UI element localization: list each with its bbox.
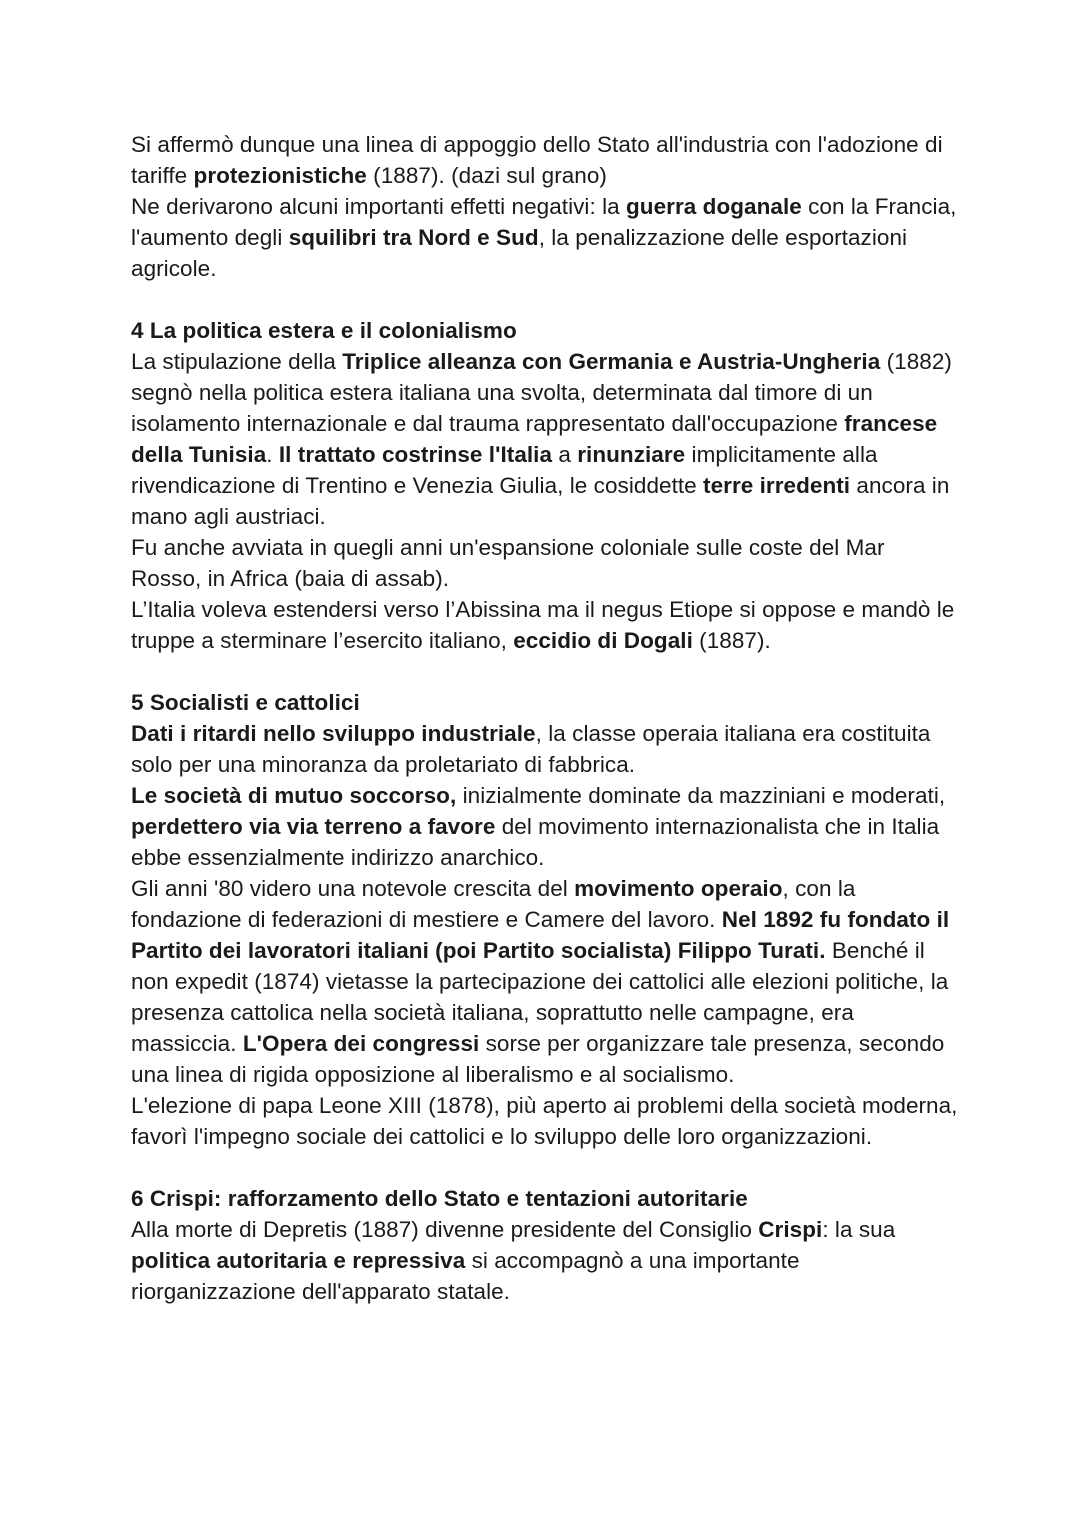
- bold-text: Dati i ritardi nello sviluppo industriale: [131, 721, 536, 746]
- text-run: a: [552, 442, 578, 467]
- bold-text: Triplice alleanza con Germania e Austria-Ungheria: [342, 349, 881, 374]
- section-heading: 6 Crispi: rafforzamento dello Stato e tentazioni autoritarie: [131, 1186, 748, 1211]
- text-run: inizialmente dominate da mazziniani e moderati,: [456, 783, 946, 808]
- paragraph: [131, 532, 961, 594]
- text-run: del movimento internazionalista che in Italia ebbe essenzialmente indirizzo anarchico.: [131, 814, 940, 870]
- bold-text: terre irredenti: [703, 473, 851, 498]
- intro-section: [131, 129, 961, 284]
- text-run: (1887).: [692, 628, 771, 653]
- bold-text: movimento operaio: [574, 876, 783, 901]
- paragraph: [131, 594, 961, 656]
- bold-text: Crispi: [758, 1217, 823, 1242]
- text-run: (1882) segnò nella politica estera italiana una svolta, determinata dal timore di un isolamento internazionale e dal trauma rappresentato dall'occupazione: [131, 349, 952, 436]
- bold-text: rinunziare: [577, 442, 686, 467]
- paragraph: [131, 1214, 961, 1307]
- bold-text: L'Opera dei congressi: [242, 1031, 480, 1056]
- text-run: implicitamente alla rivendicazione di Trentino e Venezia Giulia, le cosiddette: [131, 442, 878, 498]
- text-run: , la classe operaia italiana era costituita solo per una minoranza da proletariato di fabbrica.: [131, 721, 931, 777]
- paragraph: [131, 873, 961, 1090]
- paragraph: [131, 718, 961, 780]
- bold-text: guerra doganale: [626, 194, 802, 219]
- text-run: si accompagnò a una importante riorganizzazione dell'apparato statale.: [131, 1248, 800, 1304]
- paragraph: [131, 1090, 961, 1152]
- text-run: , con la fondazione di federazioni di mestiere e Camere del lavoro.: [131, 876, 856, 932]
- text-run: con la Francia, l'aumento degli: [131, 194, 957, 250]
- bold-text: eccidio di Dogali: [513, 628, 693, 653]
- bold-text: politica autoritaria e repressiva: [131, 1248, 466, 1273]
- text-run: (1887). (dazi sul grano): [366, 163, 607, 188]
- bold-text: Nel 1892 fu fondato il Partito dei lavoratori italiani (poi Partito socialista) Filippo Turati.: [131, 907, 950, 963]
- text-run: Benché il non expedit (1874) vietasse la partecipazione dei cattolici alle elezioni politiche, la presenza cattolica nella società italiana, soprattutto nelle campagne, era massiccia.: [131, 938, 949, 1056]
- text-run: ancora in mano agli austriaci.: [131, 473, 950, 529]
- text-run: Fu anche avviata in quegli anni un'espansione coloniale sulle coste del Mar Rosso, in Africa (baia di assab).: [131, 535, 885, 591]
- bold-text: francese della Tunisia: [131, 411, 938, 467]
- bold-text: squilibri tra Nord e Sud: [288, 225, 539, 250]
- text-run: La stipulazione della: [131, 349, 343, 374]
- text-run: .: [266, 442, 279, 467]
- section-4: [131, 315, 961, 656]
- paragraph: [131, 191, 961, 284]
- text-run: Si affermò dunque una linea di appoggio dello Stato all'industria con l'adozione di tariffe: [131, 132, 943, 188]
- paragraph: [131, 780, 961, 873]
- bold-text: protezionistiche: [193, 163, 367, 188]
- text-run: : la sua: [822, 1217, 896, 1242]
- paragraph: [131, 129, 961, 191]
- text-run: sorse per organizzare tale presenza, secondo una linea di rigida opposizione al liberalismo e al socialismo.: [131, 1031, 945, 1087]
- paragraph: [131, 346, 961, 532]
- paragraph-gap: [131, 1152, 961, 1183]
- bold-text: perdettero via via terreno a favore: [131, 814, 496, 839]
- text-run: Alla morte di Depretis (1887) divenne presidente del Consiglio: [131, 1217, 759, 1242]
- text-run: Gli anni '80 videro una notevole crescita del: [131, 876, 575, 901]
- text-run: , la penalizzazione delle esportazioni agricole.: [131, 225, 908, 281]
- paragraph-gap: [131, 656, 961, 687]
- text-run: Ne derivarono alcuni importanti effetti negativi: la: [131, 194, 627, 219]
- text-run: L'elezione di papa Leone XIII (1878), più aperto ai problemi della società moderna, favorì l'impegno sociale dei cattolici e lo sviluppo delle loro organizzazioni.: [131, 1093, 958, 1149]
- paragraph-gap: [131, 284, 961, 315]
- text-run: L’Italia voleva estendersi verso l’Abissina ma il negus Etiope si oppose e mandò le truppe a sterminare l’esercito italiano,: [131, 597, 955, 653]
- document-page: [131, 129, 961, 1307]
- section-heading: 4 La politica estera e il colonialismo: [131, 318, 517, 343]
- bold-text: Il trattato costrinse l'Italia: [278, 442, 553, 467]
- section-5: [131, 687, 961, 1152]
- bold-text: Le società di mutuo soccorso,: [131, 783, 457, 808]
- section-heading: 5 Socialisti e cattolici: [131, 690, 360, 715]
- section-6: [131, 1183, 961, 1307]
